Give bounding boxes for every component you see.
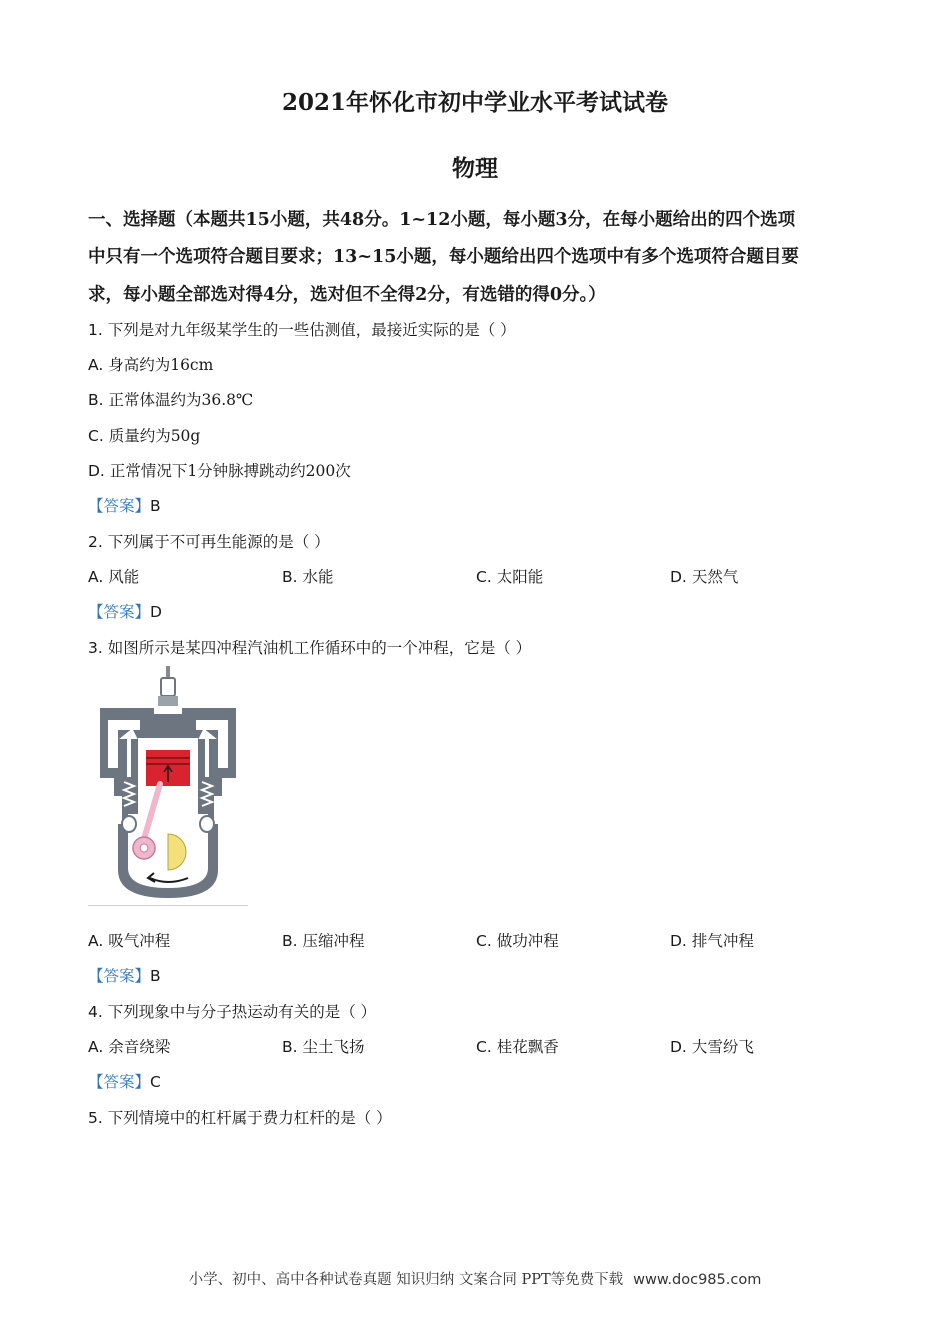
page-footer: [0, 1268, 950, 1289]
option-text: 余音绕梁: [108, 1038, 171, 1056]
answer-tag: 【答案】: [88, 497, 151, 515]
question-2-stem: [88, 530, 330, 552]
question-number: 3.: [88, 639, 103, 657]
four-stroke-engine-diagram: [88, 664, 248, 908]
section-heading-line-3: 求，每小题全部选对得4分，选对但不全得2分，有选错的得0分。）: [88, 285, 606, 305]
option-letter: A.: [88, 1038, 104, 1056]
question-2-option-a: [88, 565, 139, 587]
question-4-answer: [88, 1070, 161, 1092]
exhaust-cam: [200, 816, 214, 832]
question-3-option-d: [670, 929, 754, 951]
answer-value: B: [150, 967, 161, 985]
option-letter: D.: [88, 462, 105, 480]
subject-title: 物理: [452, 155, 498, 182]
option-letter: C.: [88, 427, 104, 445]
question-4-option-c: [476, 1035, 559, 1057]
option-letter: C.: [476, 568, 492, 586]
answer-tag: 【答案】: [88, 967, 151, 985]
option-letter: B.: [282, 932, 298, 950]
footer-link[interactable]: www.doc985.com: [633, 1272, 762, 1288]
question-1-stem: [88, 318, 516, 340]
footer-text: 小学、初中、高中各种试卷真题 知识归纳 文案合同 PPT等免费下载: [188, 1272, 624, 1288]
question-text: 下列情境中的杠杆属于费力杠杆的是（ ）: [107, 1109, 392, 1127]
option-text: 身高约为16cm: [108, 356, 214, 374]
answer-value: C: [150, 1073, 161, 1091]
option-letter: C.: [476, 1038, 492, 1056]
option-text: 排气冲程: [691, 932, 754, 950]
question-3-option-a: [88, 929, 170, 951]
option-letter: A.: [88, 568, 104, 586]
answer-tag: 【答案】: [88, 603, 151, 621]
spark-plug-base: [158, 696, 178, 706]
option-letter: D.: [670, 1038, 687, 1056]
option-text: 尘土飞扬: [302, 1038, 365, 1056]
question-1-option-c: [88, 424, 200, 446]
question-5-stem: [88, 1106, 392, 1128]
question-4-option-d: [670, 1035, 754, 1057]
option-text: 太阳能: [496, 568, 544, 586]
option-letter: D.: [670, 932, 687, 950]
option-text: 正常情况下1分钟脉搏跳动约200次: [109, 462, 351, 480]
question-2-option-d: [670, 565, 738, 587]
question-3-answer: [88, 964, 161, 986]
question-4-option-a: [88, 1035, 170, 1057]
question-number: 5.: [88, 1109, 103, 1127]
question-number: 2.: [88, 533, 103, 551]
question-4-stem: [88, 1000, 376, 1022]
option-text: 风能: [108, 568, 140, 586]
option-text: 大雪纷飞: [691, 1038, 754, 1056]
question-number: 4.: [88, 1003, 103, 1021]
question-2-answer: [88, 600, 162, 622]
option-letter: D.: [670, 568, 687, 586]
answer-value: B: [150, 497, 161, 515]
answer-tag: 【答案】: [88, 1073, 151, 1091]
question-1-option-d: [88, 459, 351, 481]
question-1-option-b: [88, 388, 253, 410]
option-text: 质量约为50g: [108, 427, 201, 445]
page-title: 2021年怀化市初中学业水平考试试卷: [281, 89, 668, 116]
question-1-option-a: [88, 353, 213, 375]
intake-cam: [122, 816, 136, 832]
top-base-line: [88, 905, 248, 906]
option-text: 吸气冲程: [108, 932, 171, 950]
section-heading-line-1: 一、选择题（本题共15小题，共48分。1~12小题，每小题3分，在每小题给出的四个选项: [88, 210, 796, 230]
question-2-option-b: [282, 565, 334, 587]
option-text: 做功冲程: [496, 932, 559, 950]
option-text: 水能: [302, 568, 334, 586]
option-text: 桂花飘香: [496, 1038, 559, 1056]
question-text: 下列现象中与分子热运动有关的是（ ）: [107, 1003, 377, 1021]
option-letter: A.: [88, 356, 104, 374]
option-letter: A.: [88, 932, 104, 950]
option-letter: B.: [282, 568, 298, 586]
option-letter: B.: [88, 391, 104, 409]
option-letter: B.: [282, 1038, 298, 1056]
answer-value: D: [150, 603, 162, 621]
option-letter: C.: [476, 932, 492, 950]
spark-plug-body: [161, 678, 175, 696]
option-text: 天然气: [691, 568, 739, 586]
crank-pin: [140, 844, 148, 852]
question-3-stem: [88, 636, 531, 658]
question-3-option-b: [282, 929, 365, 951]
option-text: 正常体温约为36.8℃: [108, 391, 254, 409]
question-2-option-c: [476, 565, 543, 587]
question-number: 1.: [88, 321, 103, 339]
question-3-option-c: [476, 929, 559, 951]
question-text: 下列是对九年级某学生的一些估测值，最接近实际的是（ ）: [107, 321, 516, 339]
question-text: 如图所示是某四冲程汽油机工作循环中的一个冲程，它是（ ）: [107, 639, 532, 657]
question-4-option-b: [282, 1035, 365, 1057]
section-heading-line-2: 中只有一个选项符合题目要求；13~15小题，每小题给出四个选项中有多个选项符合题目要: [88, 247, 799, 267]
option-text: 压缩冲程: [302, 932, 365, 950]
question-text: 下列属于不可再生能源的是（ ）: [107, 533, 330, 551]
question-1-answer: [88, 494, 161, 516]
